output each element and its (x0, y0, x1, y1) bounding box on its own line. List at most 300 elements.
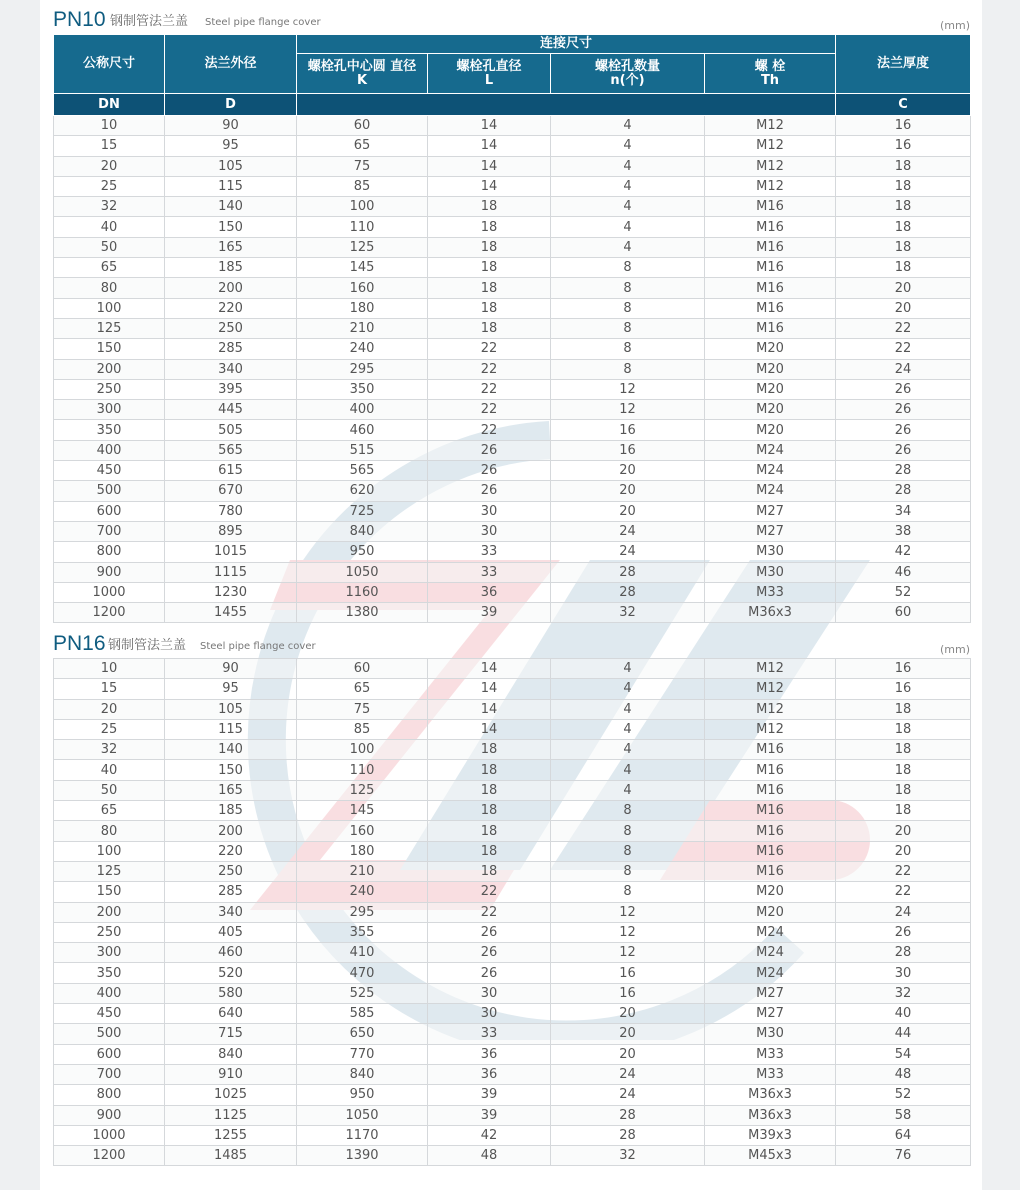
table-cell: 200 (165, 278, 297, 298)
table-cell: 90 (165, 116, 297, 136)
table-cell: M24 (705, 440, 836, 460)
pn16-section (53, 624, 970, 1166)
table-cell: 240 (297, 882, 428, 902)
pn10-unit: (mm) (939, 19, 970, 32)
table-cell: 500 (54, 481, 165, 501)
table-cell: M20 (705, 359, 836, 379)
pn16-title-cn: 钢制管法兰盖 (108, 638, 187, 653)
table-cell: 1115 (165, 562, 297, 582)
table-row (54, 861, 971, 881)
table-cell: 33 (428, 1024, 551, 1044)
table-cell: 295 (297, 902, 428, 922)
table-cell: M24 (705, 963, 836, 983)
pn10-table-body (54, 116, 971, 623)
table-cell: 32 (551, 603, 705, 623)
table-cell: 8 (551, 339, 705, 359)
table-cell: M24 (705, 943, 836, 963)
table-cell: 4 (551, 136, 705, 156)
table-cell: 8 (551, 821, 705, 841)
table-row (54, 760, 971, 780)
table-cell: 1200 (54, 1146, 165, 1166)
table-cell: 26 (836, 420, 971, 440)
table-cell: 30 (836, 963, 971, 983)
table-cell: 185 (165, 258, 297, 278)
table-cell: 28 (551, 562, 705, 582)
table-cell: 22 (428, 339, 551, 359)
table-cell: 16 (551, 983, 705, 1003)
table-cell: 115 (165, 719, 297, 739)
header-bolt-hole-count: 螺栓孔数量 n(个) (551, 54, 705, 94)
table-cell: 18 (428, 821, 551, 841)
table-cell: 18 (428, 278, 551, 298)
header-bolt-circle: 螺栓孔中心圆 直径 K (297, 54, 428, 94)
table-cell: M12 (705, 136, 836, 156)
table-cell: M27 (705, 501, 836, 521)
table-cell: M12 (705, 719, 836, 739)
table-cell: 18 (428, 740, 551, 760)
table-cell: M12 (705, 699, 836, 719)
table-cell: M12 (705, 659, 836, 679)
table-cell: 525 (297, 983, 428, 1003)
table-cell: 28 (551, 1125, 705, 1145)
table-cell: 340 (165, 902, 297, 922)
table-cell: 14 (428, 156, 551, 176)
table-cell: 585 (297, 1004, 428, 1024)
table-cell: 14 (428, 136, 551, 156)
table-cell: 14 (428, 659, 551, 679)
table-cell: 200 (54, 902, 165, 922)
table-cell: M16 (705, 258, 836, 278)
table-cell: 895 (165, 521, 297, 541)
table-row (54, 983, 971, 1003)
table-cell: 780 (165, 501, 297, 521)
table-cell: 515 (297, 440, 428, 460)
table-cell: 105 (165, 156, 297, 176)
table-cell: 160 (297, 821, 428, 841)
table-cell: 600 (54, 1044, 165, 1064)
table-cell: 25 (54, 176, 165, 196)
table-cell: 295 (297, 359, 428, 379)
table-cell: 20 (551, 1024, 705, 1044)
table-cell: 75 (297, 699, 428, 719)
table-cell: 12 (551, 902, 705, 922)
table-cell: 65 (54, 258, 165, 278)
table-cell: 500 (54, 1024, 165, 1044)
table-cell: 32 (54, 197, 165, 217)
table-cell: 12 (551, 379, 705, 399)
table-cell: 32 (54, 740, 165, 760)
table-row (54, 440, 971, 460)
table-cell: 16 (551, 963, 705, 983)
table-cell: 20 (836, 298, 971, 318)
table-row (54, 1064, 971, 1084)
header-sub-blank (297, 94, 836, 116)
table-cell: 4 (551, 156, 705, 176)
table-cell: 28 (836, 461, 971, 481)
table-cell: 80 (54, 821, 165, 841)
table-cell: 18 (428, 258, 551, 278)
table-cell: 4 (551, 780, 705, 800)
table-cell: 350 (54, 963, 165, 983)
table-cell: 460 (165, 943, 297, 963)
table-cell: 110 (297, 760, 428, 780)
table-cell: 52 (836, 1085, 971, 1105)
table-cell: 4 (551, 659, 705, 679)
table-cell: 150 (165, 217, 297, 237)
table-row (54, 1125, 971, 1145)
table-cell: 180 (297, 841, 428, 861)
table-cell: 150 (54, 339, 165, 359)
table-cell: 4 (551, 116, 705, 136)
table-cell: 300 (54, 943, 165, 963)
table-cell: 26 (428, 461, 551, 481)
table-cell: M16 (705, 760, 836, 780)
table-cell: M16 (705, 780, 836, 800)
table-cell: 1380 (297, 603, 428, 623)
table-cell: 16 (836, 679, 971, 699)
pn10-section (53, 0, 970, 623)
table-cell: 85 (297, 719, 428, 739)
header-c: C (836, 94, 971, 116)
table-cell: M27 (705, 1004, 836, 1024)
table-cell: 26 (836, 440, 971, 460)
table-cell: M16 (705, 318, 836, 338)
table-cell: 600 (54, 501, 165, 521)
table-cell: 18 (428, 318, 551, 338)
table-cell: 125 (54, 318, 165, 338)
table-cell: 1485 (165, 1146, 297, 1166)
table-cell: 14 (428, 679, 551, 699)
table-cell: 10 (54, 116, 165, 136)
table-row (54, 603, 971, 623)
table-cell: 160 (297, 278, 428, 298)
table-cell: 210 (297, 318, 428, 338)
table-cell: 1455 (165, 603, 297, 623)
table-cell: 1000 (54, 582, 165, 602)
table-cell: 22 (836, 861, 971, 881)
table-cell: 28 (836, 481, 971, 501)
table-cell: M39x3 (705, 1125, 836, 1145)
table-cell: M16 (705, 841, 836, 861)
header-d: D (165, 94, 297, 116)
table-row (54, 420, 971, 440)
table-cell: 1015 (165, 542, 297, 562)
table-cell: 395 (165, 379, 297, 399)
table-row (54, 740, 971, 760)
table-cell: 24 (551, 521, 705, 541)
table-cell: 26 (428, 963, 551, 983)
table-cell: 22 (836, 339, 971, 359)
table-row (54, 562, 971, 582)
table-cell: 22 (428, 882, 551, 902)
table-row (54, 116, 971, 136)
table-cell: 125 (297, 237, 428, 257)
table-cell: 52 (836, 582, 971, 602)
table-cell: 16 (836, 116, 971, 136)
table-cell: 39 (428, 603, 551, 623)
table-cell: 22 (428, 359, 551, 379)
table-cell: 400 (297, 400, 428, 420)
table-cell: 615 (165, 461, 297, 481)
table-cell: 700 (54, 521, 165, 541)
table-cell: 30 (428, 521, 551, 541)
table-cell: 20 (551, 481, 705, 501)
table-cell: M27 (705, 983, 836, 1003)
table-cell: 22 (836, 318, 971, 338)
table-cell: 18 (428, 861, 551, 881)
table-cell: 20 (551, 501, 705, 521)
table-row (54, 659, 971, 679)
pn10-table (53, 34, 971, 623)
table-cell: 4 (551, 699, 705, 719)
table-cell: 26 (836, 379, 971, 399)
table-cell: M16 (705, 861, 836, 881)
table-cell: M30 (705, 562, 836, 582)
table-row (54, 963, 971, 983)
table-cell: 20 (836, 841, 971, 861)
table-row (54, 902, 971, 922)
header-connection-size: 连接尺寸 (297, 35, 836, 54)
header-nominal-size: 公称尺寸 (54, 35, 165, 94)
table-cell: 26 (428, 481, 551, 501)
table-row (54, 1085, 971, 1105)
table-cell: 20 (551, 1004, 705, 1024)
table-cell: M33 (705, 1064, 836, 1084)
table-cell: 125 (54, 861, 165, 881)
table-cell: 20 (836, 821, 971, 841)
table-cell: 65 (54, 801, 165, 821)
table-cell: M45x3 (705, 1146, 836, 1166)
table-cell: 22 (428, 902, 551, 922)
table-cell: 1000 (54, 1125, 165, 1145)
table-cell: 4 (551, 679, 705, 699)
table-cell: M33 (705, 582, 836, 602)
table-row (54, 176, 971, 196)
table-cell: 18 (836, 156, 971, 176)
table-cell: 25 (54, 719, 165, 739)
table-cell: 18 (428, 841, 551, 861)
table-cell: 18 (836, 740, 971, 760)
table-cell: 565 (297, 461, 428, 481)
table-cell: 22 (428, 400, 551, 420)
table-cell: 32 (836, 983, 971, 1003)
table-cell: 1125 (165, 1105, 297, 1125)
table-cell: 26 (428, 943, 551, 963)
table-row (54, 501, 971, 521)
table-cell: 350 (297, 379, 428, 399)
table-cell: 220 (165, 841, 297, 861)
table-row (54, 1024, 971, 1044)
table-cell: 4 (551, 197, 705, 217)
table-cell: 28 (551, 1105, 705, 1125)
pn10-title-en: Steel pipe flange cover (205, 17, 321, 28)
table-cell: 18 (428, 237, 551, 257)
table-cell: M30 (705, 542, 836, 562)
table-cell: M12 (705, 116, 836, 136)
table-cell: 340 (165, 359, 297, 379)
table-cell: 110 (297, 217, 428, 237)
table-cell: 36 (428, 582, 551, 602)
table-cell: M16 (705, 821, 836, 841)
table-cell: 39 (428, 1085, 551, 1105)
table-cell: 46 (836, 562, 971, 582)
table-cell: 670 (165, 481, 297, 501)
table-row (54, 298, 971, 318)
table-cell: 42 (836, 542, 971, 562)
table-cell: 8 (551, 278, 705, 298)
table-cell: 285 (165, 339, 297, 359)
table-cell: M24 (705, 922, 836, 942)
table-row (54, 400, 971, 420)
table-cell: 38 (836, 521, 971, 541)
table-cell: 250 (165, 318, 297, 338)
table-row (54, 821, 971, 841)
table-cell: 26 (428, 440, 551, 460)
table-cell: M20 (705, 339, 836, 359)
table-cell: 4 (551, 237, 705, 257)
table-cell: 300 (54, 400, 165, 420)
spec-sheet-page (40, 0, 982, 1190)
table-row (54, 582, 971, 602)
pn10-table-header (54, 35, 971, 116)
table-cell: 700 (54, 1064, 165, 1084)
table-cell: 24 (836, 359, 971, 379)
table-cell: 20 (836, 278, 971, 298)
table-row (54, 156, 971, 176)
table-cell: 15 (54, 136, 165, 156)
table-row (54, 359, 971, 379)
table-cell: 220 (165, 298, 297, 318)
table-cell: 8 (551, 318, 705, 338)
table-cell: 30 (428, 501, 551, 521)
table-cell: 30 (428, 983, 551, 1003)
table-cell: M16 (705, 237, 836, 257)
table-cell: 50 (54, 237, 165, 257)
table-cell: 8 (551, 861, 705, 881)
table-cell: 16 (836, 136, 971, 156)
table-cell: 18 (836, 760, 971, 780)
table-cell: M16 (705, 740, 836, 760)
table-cell: 15 (54, 679, 165, 699)
table-cell: 100 (297, 740, 428, 760)
table-cell: 8 (551, 258, 705, 278)
table-cell: M20 (705, 902, 836, 922)
table-cell: 65 (297, 679, 428, 699)
table-row (54, 1146, 971, 1166)
table-cell: 715 (165, 1024, 297, 1044)
table-cell: 18 (836, 719, 971, 739)
table-cell: 165 (165, 780, 297, 800)
table-cell: 1160 (297, 582, 428, 602)
table-cell: M16 (705, 197, 836, 217)
table-cell: 20 (54, 156, 165, 176)
table-cell: 4 (551, 176, 705, 196)
table-cell: M20 (705, 379, 836, 399)
table-cell: 18 (428, 801, 551, 821)
table-cell: 4 (551, 719, 705, 739)
table-cell: 200 (165, 821, 297, 841)
table-cell: 18 (836, 217, 971, 237)
table-cell: 725 (297, 501, 428, 521)
table-cell: 14 (428, 116, 551, 136)
table-cell: M16 (705, 298, 836, 318)
table-cell: 22 (428, 379, 551, 399)
table-cell: 100 (54, 841, 165, 861)
table-cell: 12 (551, 922, 705, 942)
table-cell: 400 (54, 983, 165, 1003)
table-cell: 8 (551, 359, 705, 379)
table-cell: 50 (54, 780, 165, 800)
table-cell: 18 (836, 197, 971, 217)
table-cell: M36x3 (705, 1105, 836, 1125)
table-cell: M16 (705, 801, 836, 821)
pn16-title-code: PN16 (53, 632, 106, 655)
table-cell: 20 (551, 461, 705, 481)
header-bolt-hole-diameter: 螺栓孔直径 L (428, 54, 551, 94)
table-cell: 165 (165, 237, 297, 257)
table-cell: 22 (428, 420, 551, 440)
table-cell: 60 (297, 116, 428, 136)
table-cell: 355 (297, 922, 428, 942)
table-cell: 14 (428, 719, 551, 739)
table-cell: 350 (54, 420, 165, 440)
table-cell: 240 (297, 339, 428, 359)
table-cell: 40 (54, 760, 165, 780)
header-dn: DN (54, 94, 165, 116)
table-cell: 580 (165, 983, 297, 1003)
table-cell: 640 (165, 1004, 297, 1024)
table-cell: 140 (165, 197, 297, 217)
table-cell: 100 (297, 197, 428, 217)
table-cell: M27 (705, 521, 836, 541)
table-cell: 565 (165, 440, 297, 460)
table-cell: 18 (428, 217, 551, 237)
table-cell: 33 (428, 542, 551, 562)
table-cell: M24 (705, 481, 836, 501)
table-cell: M20 (705, 882, 836, 902)
table-cell: 150 (165, 760, 297, 780)
table-row (54, 943, 971, 963)
table-cell: 4 (551, 760, 705, 780)
table-cell: 285 (165, 882, 297, 902)
table-cell: 1255 (165, 1125, 297, 1145)
table-cell: 22 (836, 882, 971, 902)
table-cell: 24 (836, 902, 971, 922)
table-cell: 950 (297, 1085, 428, 1105)
table-cell: 8 (551, 841, 705, 861)
table-cell: 90 (165, 659, 297, 679)
table-row (54, 1044, 971, 1064)
table-cell: 1200 (54, 603, 165, 623)
table-cell: 24 (551, 1064, 705, 1084)
table-cell: 8 (551, 882, 705, 902)
table-row (54, 461, 971, 481)
table-cell: 26 (836, 922, 971, 942)
table-cell: 44 (836, 1024, 971, 1044)
table-row (54, 258, 971, 278)
pn16-unit: (mm) (939, 643, 970, 656)
table-cell: 95 (165, 679, 297, 699)
table-row (54, 841, 971, 861)
table-cell: 18 (428, 298, 551, 318)
table-cell: M30 (705, 1024, 836, 1044)
table-cell: 26 (836, 400, 971, 420)
table-cell: 505 (165, 420, 297, 440)
table-cell: 95 (165, 136, 297, 156)
table-cell: 36 (428, 1044, 551, 1064)
table-cell: 180 (297, 298, 428, 318)
table-cell: 250 (54, 922, 165, 942)
